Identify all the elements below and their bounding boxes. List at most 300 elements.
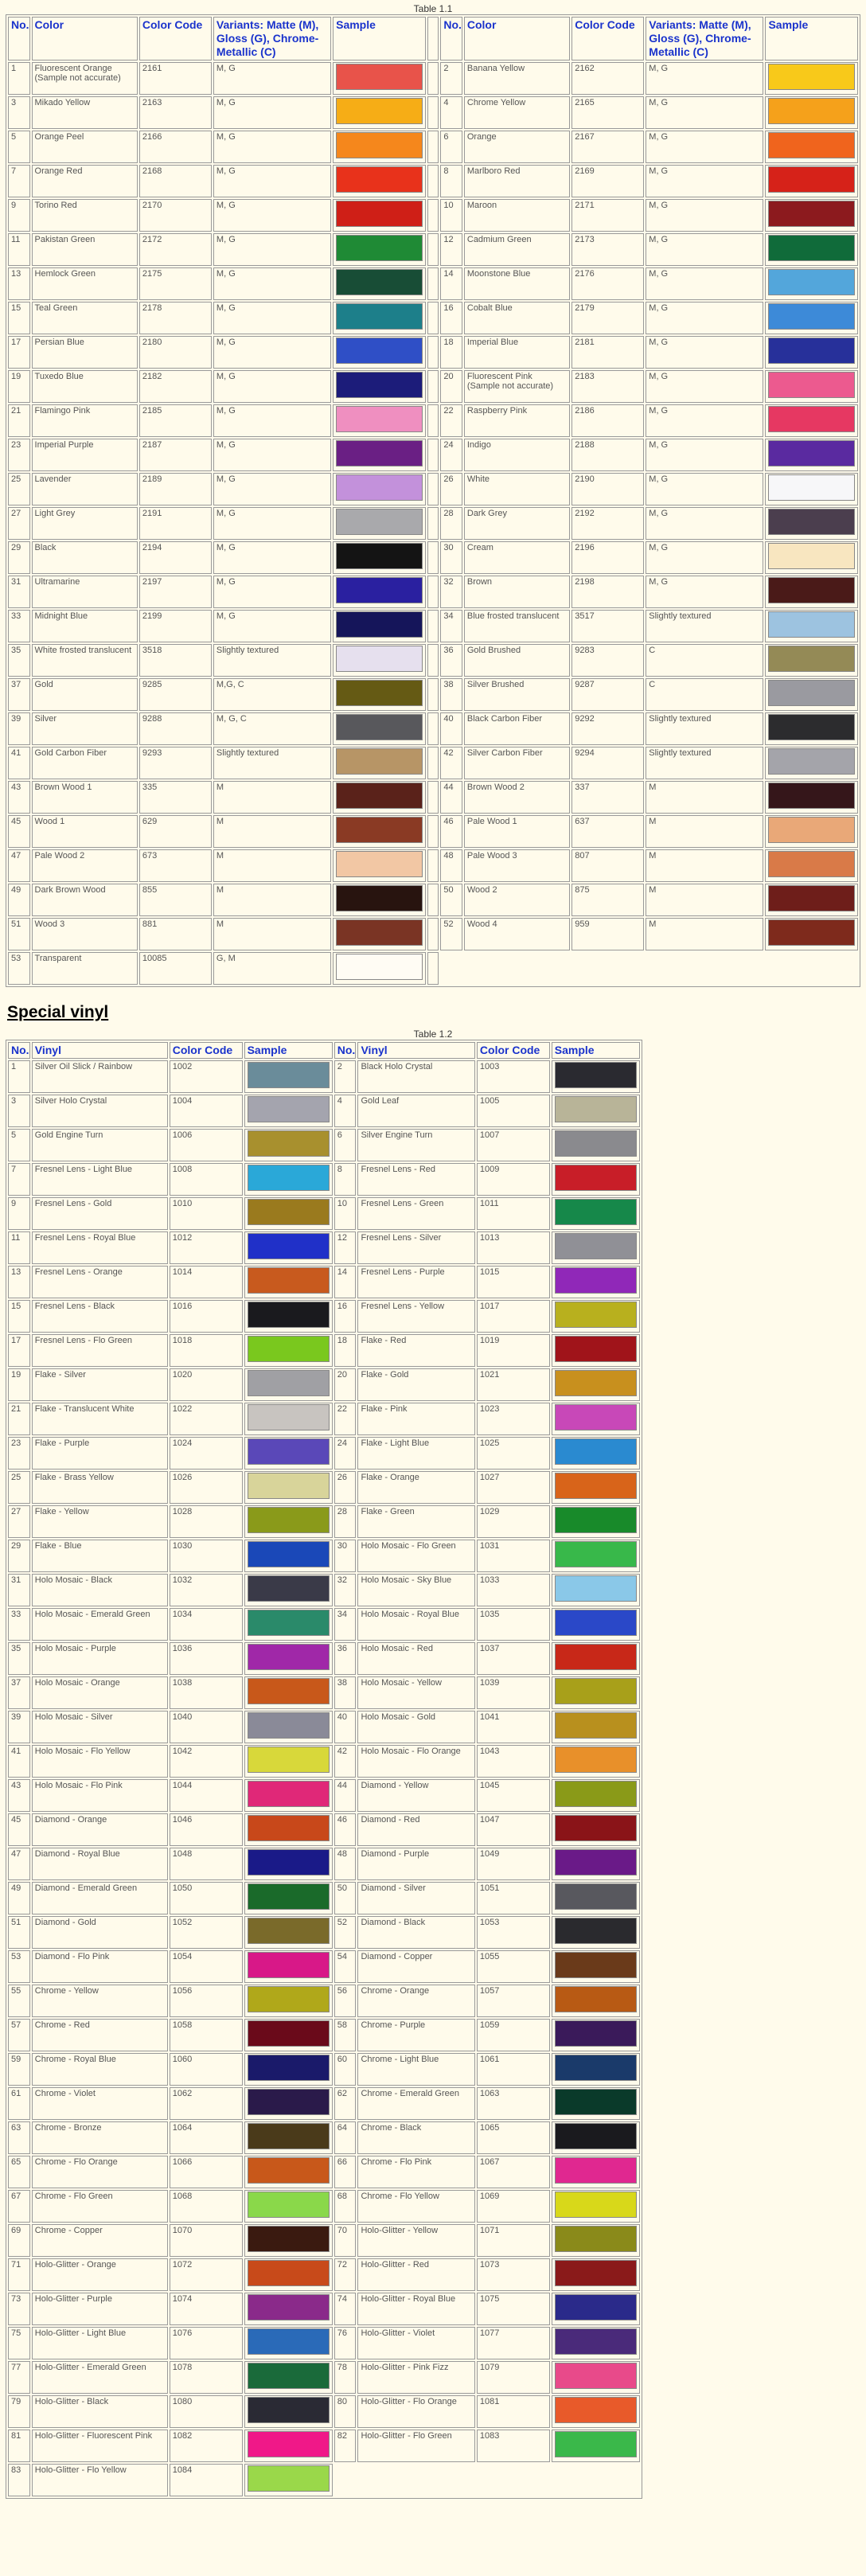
color-swatch [768,372,855,398]
no-cell: 49 [8,884,30,916]
no-cell: 7 [8,1163,30,1196]
color-swatch [768,235,855,261]
no-cell: 58 [334,2019,357,2051]
vinyl-name-cell: Gold Engine Turn [32,1129,168,1161]
color-swatch [555,1986,637,2012]
color-code-cell: 1027 [477,1471,550,1504]
color-code-cell: 1066 [170,2156,243,2188]
sample-cell [765,302,858,334]
sample-cell [552,1676,640,1709]
sample-cell [244,1266,333,1298]
no-cell: 3 [8,1095,30,1127]
no-cell: 65 [8,2156,30,2188]
color-swatch [248,1233,330,1259]
color-code-cell: 2181 [571,336,644,369]
color-code-cell: 1018 [170,1334,243,1367]
sample-cell [552,1129,640,1161]
sample-cell [552,1403,640,1435]
no-cell: 15 [8,1300,30,1333]
color-swatch [555,1233,637,1259]
no-cell: 61 [8,2087,30,2120]
header-color-code: Color Code [477,1042,550,1059]
sample-cell [765,267,858,300]
no-cell: 6 [440,131,462,163]
color-name-cell: Black Carbon Fiber [464,712,570,745]
color-code-cell: 1036 [170,1642,243,1675]
vinyl-name-cell: Holo-Glitter - Red [357,2258,474,2291]
sample-cell [333,644,425,677]
color-code-cell: 1049 [477,1848,550,1880]
color-swatch [555,2055,637,2081]
vinyl-name-cell: Chrome - Black [357,2121,474,2154]
sample-cell [765,96,858,129]
color-code-cell: 1065 [477,2121,550,2154]
color-code-cell: 1083 [477,2430,550,2462]
color-swatch [248,2123,330,2149]
variants-cell: M,G, C [213,678,331,711]
color-swatch [248,1370,330,1396]
color-swatch [336,714,422,740]
color-code-cell: 1056 [170,1985,243,2017]
no-cell: 43 [8,781,30,814]
color-code-cell: 1051 [477,1882,550,1914]
no-cell: 82 [334,2430,357,2462]
variants-cell: M, G [213,267,331,300]
header-variants: Variants: Matte (M), Gloss (G), Chrome-Metallic (C) [213,17,331,60]
vinyl-name-cell: Diamond - Gold [32,1916,168,1949]
no-cell: 13 [8,1266,30,1298]
sample-cell [765,404,858,437]
variants-cell: M, G [646,199,763,232]
vinyl-name-cell: Holo-Glitter - Yellow [357,2224,474,2257]
table-row [8,62,858,95]
sample-cell [333,62,425,95]
variants-cell: Slightly textured [213,747,331,779]
color-swatch [248,1678,330,1704]
vinyl-name-cell: Holo-Glitter - Violet [357,2327,474,2359]
color-name-cell: Brown [464,576,570,608]
no-cell: 35 [8,644,30,677]
sample-cell [552,2327,640,2359]
table-row [8,2190,640,2223]
table-row [8,1711,640,1743]
vinyl-name-cell: Holo Mosaic - Emerald Green [32,1608,168,1641]
no-cell: 36 [440,644,462,677]
color-code-cell: 875 [571,884,644,916]
no-cell: 15 [8,302,30,334]
color-code-cell: 1060 [170,2053,243,2086]
color-swatch [555,2328,637,2355]
table-row [8,473,858,505]
no-cell: 37 [8,1676,30,1709]
color-code-cell: 2163 [139,96,212,129]
color-code-cell: 2176 [571,267,644,300]
color-code-cell: 2175 [139,267,212,300]
vinyl-name-cell: Fresnel Lens - Silver [357,1231,474,1264]
no-cell: 33 [8,610,30,642]
color-swatch [555,1883,637,1910]
vinyl-name-cell: Fresnel Lens - Flo Green [32,1334,168,1367]
vinyl-name-cell: Flake - Yellow [32,1505,168,1538]
color-code-cell: 2165 [571,96,644,129]
color-code-cell: 881 [139,918,212,950]
sample-cell [765,712,858,745]
color-swatch [555,1404,637,1430]
color-code-cell: 1042 [170,1745,243,1778]
sample-cell [765,336,858,369]
color-swatch [555,2294,637,2320]
header-no: No. [440,17,462,60]
color-swatch [248,1747,330,1773]
color-code-cell: 2168 [139,165,212,197]
vinyl-name-cell: Silver Engine Turn [357,1129,474,1161]
color-name-cell: Orange [464,131,570,163]
color-swatch [336,577,422,603]
color-code-cell: 807 [571,849,644,882]
vinyl-name-cell: Chrome - Orange [357,1985,474,2017]
header-sample: Sample [552,1042,640,1059]
table-row [8,1129,640,1161]
sample-cell [244,1813,333,1846]
no-cell: 41 [8,1745,30,1778]
variants-cell: Slightly textured [646,747,763,779]
color-code-cell: 1077 [477,2327,550,2359]
sample-cell [333,96,425,129]
sample-cell [552,1163,640,1196]
separator-cell [427,336,439,369]
color-code-cell: 629 [139,815,212,848]
color-code-cell: 1084 [170,2464,243,2496]
variants-cell: M [213,815,331,848]
table-row [8,404,858,437]
no-cell: 32 [334,1574,357,1606]
sample-cell [552,1060,640,1093]
color-swatch [336,166,422,193]
color-code-cell: 1015 [477,1266,550,1298]
color-swatch [555,2157,637,2184]
vinyl-name-cell: Flake - Brass Yellow [32,1471,168,1504]
color-swatch [768,406,855,432]
color-table [6,14,860,987]
vinyl-name-cell: Holo-Glitter - Purple [32,2293,168,2325]
no-cell: 4 [334,1095,357,1127]
header-no: No. [8,1042,30,1059]
color-swatch [555,1644,637,1670]
table-row [8,1779,640,1812]
table-row [8,131,858,163]
color-code-cell: 3517 [571,610,644,642]
color-code-cell: 1028 [170,1505,243,1538]
table-row [8,2121,640,2154]
color-swatch [336,783,422,809]
no-cell: 17 [8,1334,30,1367]
vinyl-name-cell: Flake - Translucent White [32,1403,168,1435]
table-row [8,1813,640,1846]
color-code-cell: 2185 [139,404,212,437]
no-cell: 40 [440,712,462,745]
color-swatch [248,1849,330,1875]
color-swatch [336,269,422,295]
vinyl-name-cell: Diamond - Copper [357,1950,474,1983]
color-name-cell: Ultramarine [32,576,138,608]
no-cell: 55 [8,1985,30,2017]
sample-cell [333,199,425,232]
color-code-cell: 1020 [170,1368,243,1401]
color-swatch [555,2363,637,2389]
no-cell: 63 [8,2121,30,2154]
table-row [8,884,858,916]
no-cell: 9 [8,199,30,232]
color-code-cell: 1068 [170,2190,243,2223]
sample-cell [552,1197,640,1230]
no-cell: 29 [8,541,30,574]
color-name-cell: Cobalt Blue [464,302,570,334]
color-swatch [555,2260,637,2286]
no-cell: 23 [8,1437,30,1469]
sample-cell [333,473,425,505]
vinyl-name-cell: Flake - Red [357,1334,474,1367]
no-cell: 49 [8,1882,30,1914]
no-cell: 34 [334,1608,357,1641]
color-swatch [768,64,855,90]
no-cell: 24 [334,1437,357,1469]
color-swatch [248,1986,330,2012]
color-code-cell: 1072 [170,2258,243,2291]
color-swatch [336,954,422,980]
color-code-cell: 2167 [571,131,644,163]
color-swatch [248,2192,330,2218]
color-name-cell: White frosted translucent [32,644,138,677]
color-name-cell: Wood 3 [32,918,138,950]
table-row [8,336,858,369]
color-code-cell: 2171 [571,199,644,232]
no-cell: 70 [334,2224,357,2257]
no-cell: 38 [334,1676,357,1709]
variants-cell: C [646,644,763,677]
sample-cell [333,781,425,814]
vinyl-name-cell: Holo-Glitter - Light Blue [32,2327,168,2359]
no-cell: 77 [8,2361,30,2394]
color-code-cell: 1005 [477,1095,550,1127]
no-cell: 1 [8,62,30,95]
color-code-cell: 1002 [170,1060,243,1093]
no-cell: 2 [440,62,462,95]
header-vinyl: Vinyl [32,1042,168,1059]
color-code-cell: 1033 [477,1574,550,1606]
vinyl-name-cell: Holo-Glitter - Royal Blue [357,2293,474,2325]
color-swatch [768,611,855,638]
sample-cell [552,1266,640,1298]
color-code-cell: 1057 [477,1985,550,2017]
vinyl-name-cell: Holo Mosaic - Royal Blue [357,1608,474,1641]
sample-cell [244,1916,333,1949]
table-row [8,918,858,950]
no-cell: 39 [8,1711,30,1743]
vinyl-name-cell: Holo-Glitter - Flo Green [357,2430,474,2462]
color-name-cell: Pale Wood 1 [464,815,570,848]
table-row [8,541,858,574]
sample-cell [552,1334,640,1367]
color-code-cell: 1078 [170,2361,243,2394]
separator-column [427,17,439,60]
color-swatch [555,1747,637,1773]
color-code-cell: 1074 [170,2293,243,2325]
sample-cell [244,2430,333,2462]
sample-cell [765,199,858,232]
no-cell: 32 [440,576,462,608]
color-swatch [248,1541,330,1567]
color-code-cell: 1052 [170,1916,243,1949]
vinyl-name-cell: Fresnel Lens - Green [357,1197,474,1230]
variants-cell: M, G [213,473,331,505]
no-cell: 41 [8,747,30,779]
sample-cell [765,62,858,95]
color-code-cell: 855 [139,884,212,916]
table-row [8,370,858,403]
variants-cell: M [213,884,331,916]
color-swatch [248,1473,330,1499]
separator-cell [427,610,439,642]
no-cell: 50 [440,884,462,916]
color-code-cell: 1059 [477,2019,550,2051]
sample-cell [333,712,425,745]
sample-cell [244,1608,333,1641]
sample-cell [552,1882,640,1914]
separator-cell [427,439,439,471]
color-swatch [248,2397,330,2423]
vinyl-name-cell: Holo-Glitter - Emerald Green [32,2361,168,2394]
sample-cell [765,610,858,642]
color-code-cell: 1040 [170,1711,243,1743]
sample-cell [765,507,858,540]
empty-cell [334,2464,640,2496]
color-swatch [248,2157,330,2184]
vinyl-name-cell: Holo Mosaic - Flo Pink [32,1779,168,1812]
color-code-cell: 2191 [139,507,212,540]
color-name-cell: Wood 1 [32,815,138,848]
color-swatch [768,851,855,877]
variants-cell: M, G [646,439,763,471]
sample-cell [244,1300,333,1333]
variants-cell: C [646,678,763,711]
color-swatch [555,1678,637,1704]
vinyl-name-cell: Fresnel Lens - Yellow [357,1300,474,1333]
empty-cell [440,952,858,985]
variants-cell: M, G [646,541,763,574]
vinyl-name-cell: Chrome - Purple [357,2019,474,2051]
color-name-cell: Chrome Yellow [464,96,570,129]
sample-cell [333,404,425,437]
color-swatch [248,1267,330,1294]
sample-cell [333,302,425,334]
color-swatch [248,1096,330,1122]
table-row [8,2224,640,2257]
sample-cell [244,1711,333,1743]
no-cell: 47 [8,849,30,882]
no-cell: 18 [440,336,462,369]
color-swatch [768,98,855,124]
sample-cell [552,1711,640,1743]
color-name-cell: Dark Brown Wood [32,884,138,916]
no-cell: 76 [334,2327,357,2359]
separator-cell [427,576,439,608]
table-row [8,2156,640,2188]
no-cell: 83 [8,2464,30,2496]
color-code-cell: 1079 [477,2361,550,2394]
color-name-cell: Imperial Purple [32,439,138,471]
color-swatch [768,269,855,295]
no-cell: 54 [334,1950,357,1983]
color-code-cell: 9294 [571,747,644,779]
table-2-caption: Table 1.2 [413,1028,453,1040]
sample-cell [552,1642,640,1675]
sample-cell [244,1779,333,1812]
sample-cell [552,1231,640,1264]
color-name-cell: Imperial Blue [464,336,570,369]
color-swatch [555,1165,637,1191]
color-name-cell: Maroon [464,199,570,232]
color-name-cell: Pale Wood 2 [32,849,138,882]
vinyl-name-cell: Chrome - Emerald Green [357,2087,474,2120]
vinyl-name-cell: Diamond - Red [357,1813,474,1846]
sample-cell [765,849,858,882]
color-swatch [555,1370,637,1396]
color-code-cell: 9285 [139,678,212,711]
table-row [8,1403,640,1435]
color-swatch [248,1130,330,1157]
table-row [8,1163,640,1196]
color-code-cell: 1017 [477,1300,550,1333]
sample-cell [244,1334,333,1367]
table-row [8,1300,640,1333]
color-swatch [336,406,422,432]
no-cell: 19 [8,1368,30,1401]
color-swatch [336,509,422,535]
separator-cell [427,131,439,163]
color-swatch [336,303,422,330]
color-swatch [336,64,422,90]
vinyl-name-cell: Holo Mosaic - Orange [32,1676,168,1709]
table-row [8,1437,640,1469]
sample-cell [552,2190,640,2223]
table-row [8,781,858,814]
no-cell: 71 [8,2258,30,2291]
color-name-cell: Fluorescent Orange (Sample not accurate) [32,62,138,95]
vinyl-name-cell: Holo-Glitter - Pink Fizz [357,2361,474,2394]
sample-cell [552,1505,640,1538]
color-swatch [248,1610,330,1636]
header-sample: Sample [765,17,858,60]
color-code-cell: 3518 [139,644,212,677]
table-row [8,1950,640,1983]
color-swatch [555,1438,637,1465]
sample-cell [552,1608,640,1641]
sample-cell [333,610,425,642]
vinyl-name-cell: Fresnel Lens - Purple [357,1266,474,1298]
variants-cell: M, G [213,370,331,403]
no-cell: 51 [8,918,30,950]
color-swatch [768,440,855,466]
sample-cell [244,1368,333,1401]
table-row [8,2293,640,2325]
sample-cell [244,1197,333,1230]
color-name-cell: Marlboro Red [464,165,570,197]
color-code-cell: 1071 [477,2224,550,2257]
color-swatch [336,235,422,261]
sample-cell [765,815,858,848]
sample-cell [765,678,858,711]
sample-cell [244,2327,333,2359]
